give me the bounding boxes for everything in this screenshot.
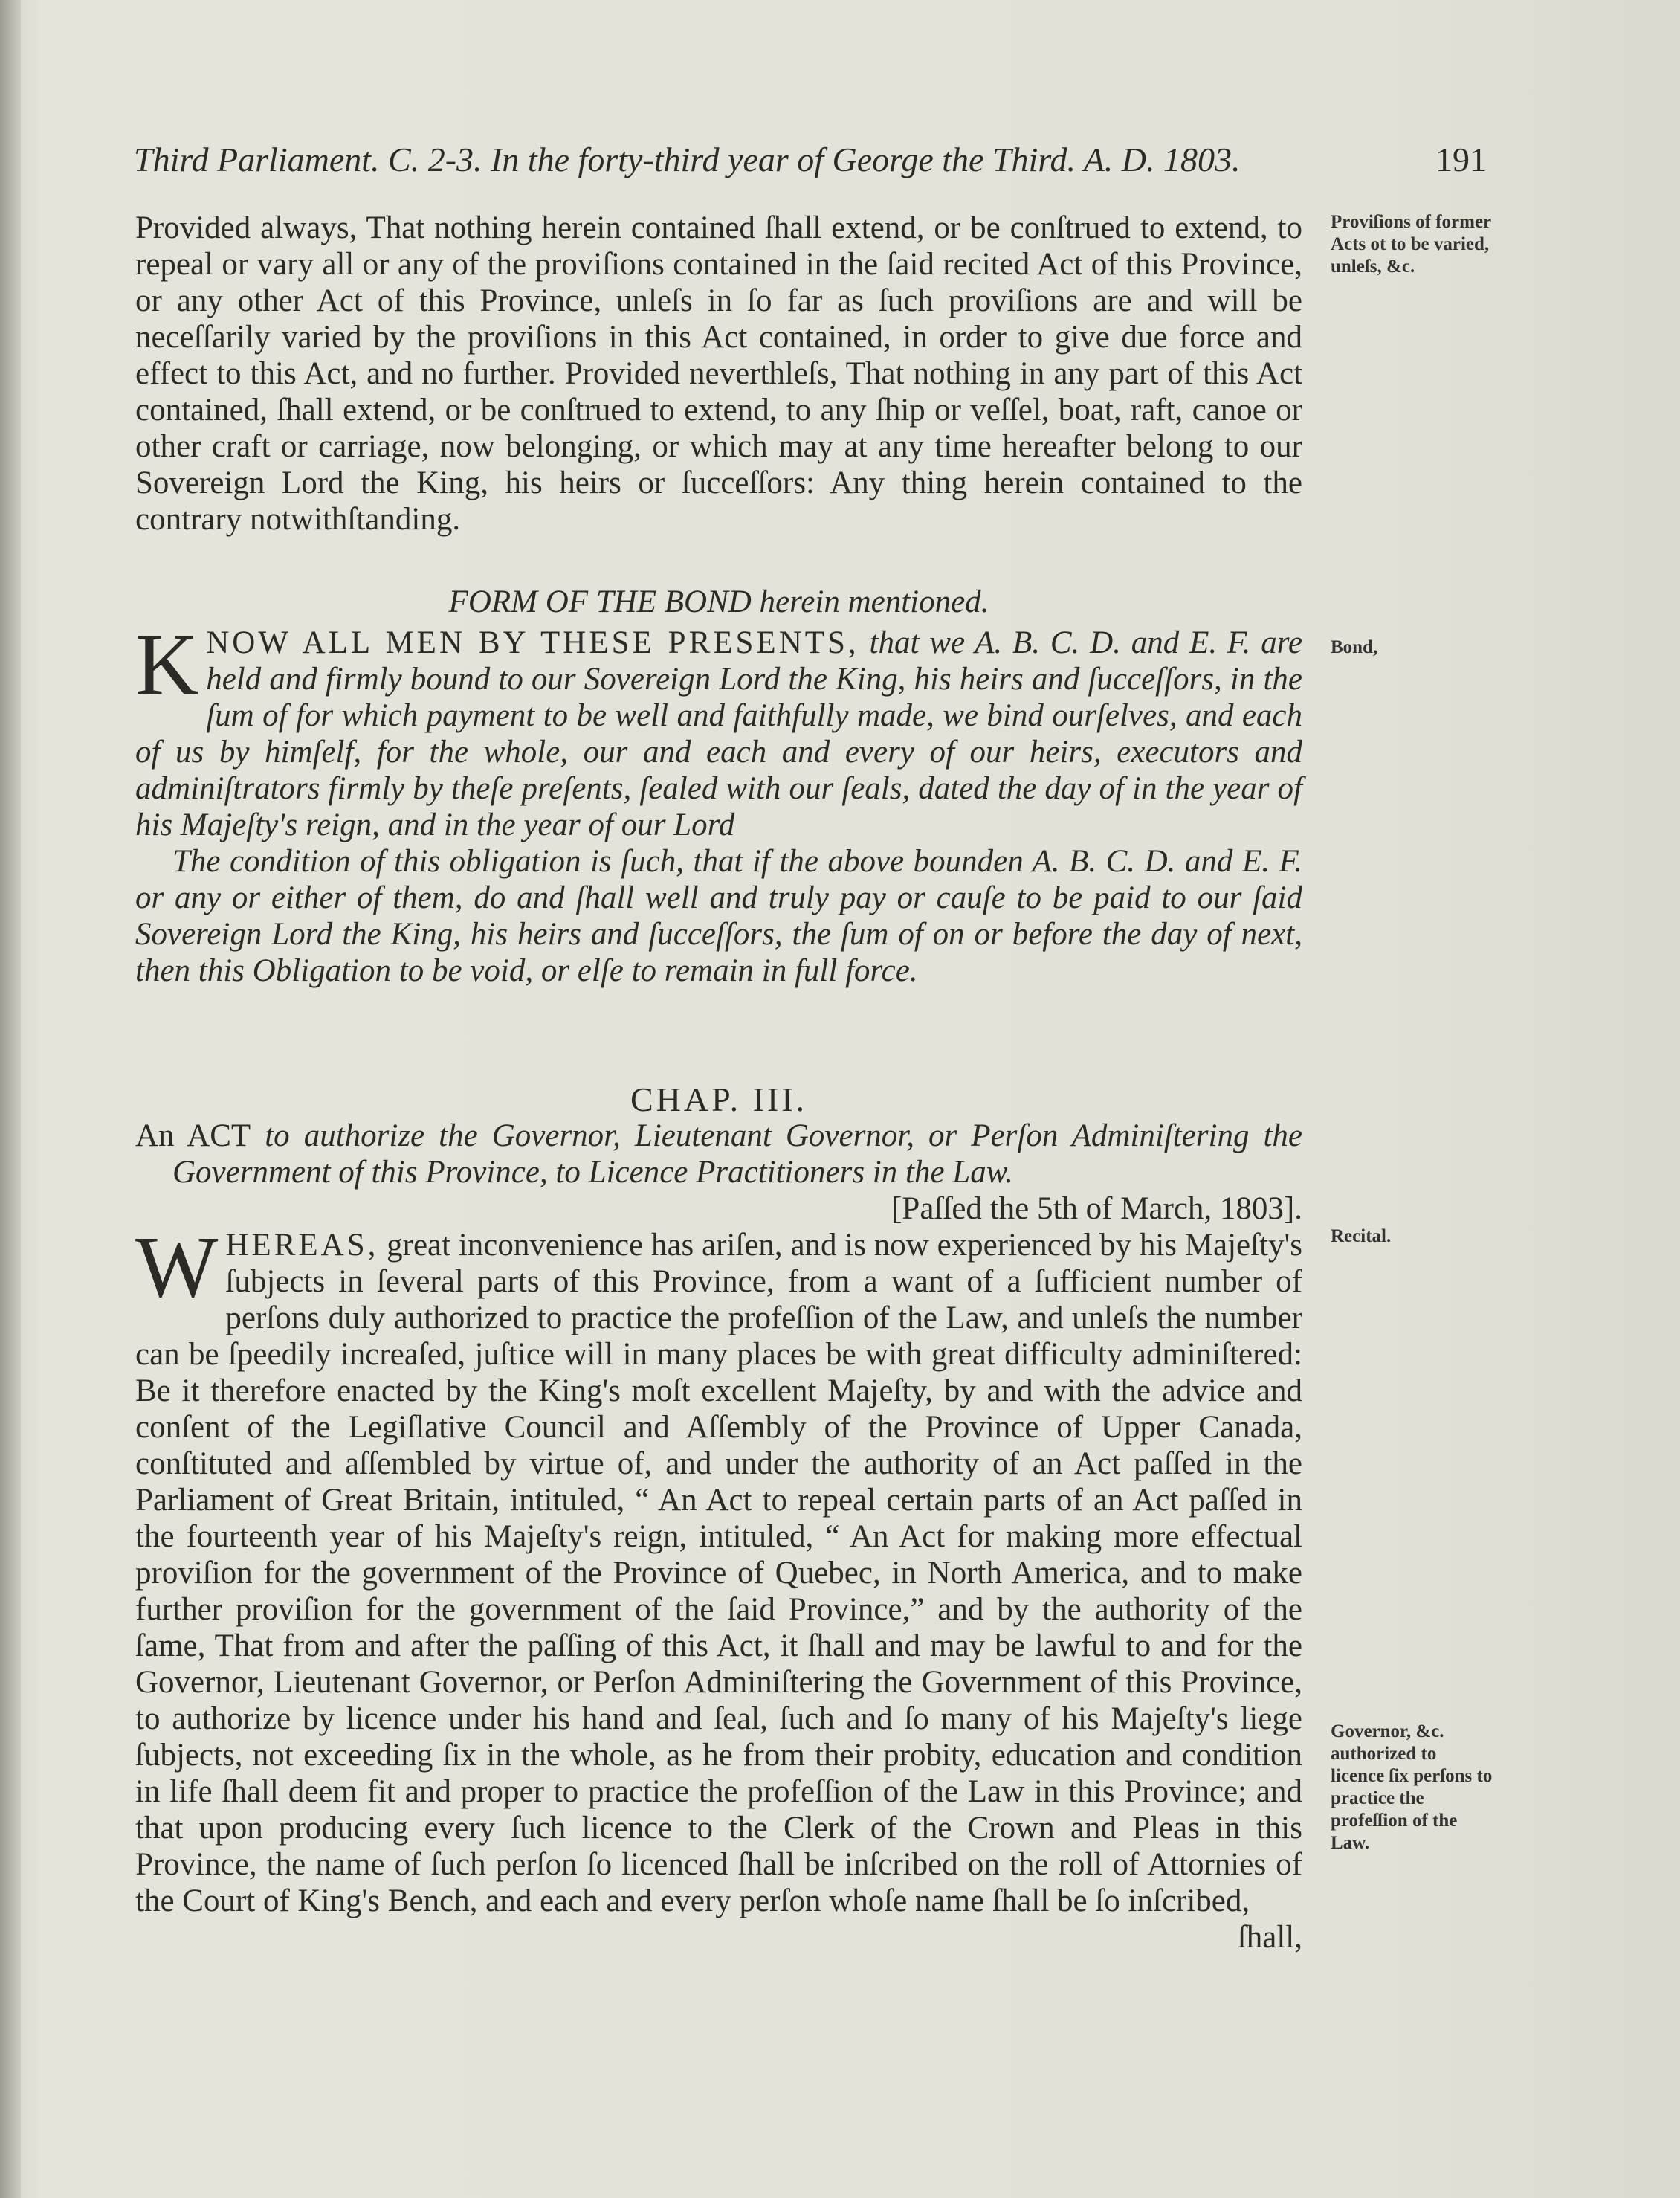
proviso-text: Provided always, That nothing herein contained ſhall extend, or be conſtrued to extend, to repeal or vary all or any of the proviſions contained in the ſaid recited Act of this Province, or any other Act of this Province, unleſs in ſo far as ſuch proviſions are and will be neceſſarily varied by the proviſions in this Act contained, in order to give due force and effect to this Act, and no further. Provided neverthleſs, That nothing in any part of this Act contained, ſhall extend, or be conſtrued to extend, to any ſhip or veſſel, boat, raft, canoe or other craft or carriage, now belonging, or which may at any time hereafter belong to our Sovereign Lord the King, his heirs or ſucceſſors: Any thing herein contained to the contrary notwithſtanding. xyxy=(135,210,1302,537)
passed-date: [Paſſed the 5th of March, 1803]. xyxy=(891,1191,1302,1226)
bond-text: that we A. B. C. D. and E. F. are held and firmly bound to our Sovereign Lord the King, his heirs and ſucceſſors, in the ſum of for which payment to be well and faithfully made, we bind ourſelves, and each of us by himſelf, for the whole, our and each and every of our heirs, executors and adminiſtrators firmly by theſe preſents, ſealed with our ſeals, dated the day of in the year of his Majeſty's reign, and in the year of our Lord xyxy=(135,625,1302,842)
binding-gutter xyxy=(0,0,21,2198)
act-title xyxy=(135,1118,1302,1190)
act-text: great inconvenience has ariſen, and is now experienced by his Majeſty's ſubjects in ſeveral parts of this Province, from a want of a ſufficient number of perſons duly authorized to practice the profeſſion of the Law, and unleſs the number can be ſpeedily increaſed, juſtice will in many places be with great difficulty adminiſtered: Be it therefore enacted by the King's moſt excellent Majeſty, by and with the advice and conſent of the Legiſlative Council and Aſſembly of the Province of Upper Canada, conſtituted and aſſembled by virtue of, and under the authority of an Act paſſed in the Parliament of Great Britain, intituled, “ An Act to repeal certain parts of an Act paſſed in the fourteenth year of his Majeſty's reign, intituled, “ An Act for making more effectual proviſion for the government of the Province of Quebec, in North America, and to make further proviſion for the government of the ſaid Province,” and by the authority of the ſame, That from and after the paſſing of this Act, it ſhall and may be lawful to and for the Governor, Lieutenant Governor, or Perſon Adminiſtering the Government of this Province, to authorize by licence under his hand and ſeal, ſuch and ſo many of his Majeſty's liege ſubjects, not exceeding ſix in the whole, as he from their probity, education and condition in life ſhall deem fit and proper to practice the profeſſion of the Law in this Province; and that upon producing every ſuch licence to the Clerk of the Crown and Pleas in this Province, the name of ſuch perſon ſo licenced ſhall be inſcribed on the roll of Attornies of the Court of King's Bench, and each and every perſon whoſe name ſhall be ſo inſcribed, xyxy=(135,1228,1302,1918)
act-title-lead: An ACT xyxy=(135,1118,251,1153)
page-header xyxy=(134,140,1487,192)
chapter-section xyxy=(135,1081,1302,1956)
bond-section xyxy=(135,584,1302,989)
bond-condition: The condition of this obligation is ſuch, that if the above bounden A. B. C. D. and E. F. or any or either of them, do and ſhall well and truly pay or cauſe to be paid to our ſaid Sovereign Lord the King, his heirs and ſucceſſors, the ſum of on or before the day of next, then this Obligation to be void, or elſe to remain in full force. xyxy=(135,844,1302,988)
act-drop-cap: W xyxy=(135,1218,219,1315)
margin-note-recital: Recital. xyxy=(1331,1226,1392,1246)
margin-note-governor: Governor, &c. authorized to licence ſix perſons to practice the profeſſion of the Law. xyxy=(1331,1721,1493,1853)
bond-body xyxy=(135,616,1302,843)
act-body xyxy=(135,1218,1302,1919)
chapter-heading: CHAP. III. xyxy=(630,1080,808,1118)
bond-drop-cap: K xyxy=(135,616,199,713)
act-title-text: to authorize the Governor, Lieutenant Governor, or Perſon Adminiſtering the Government of this Province, to Licence Practitioners in the Law. xyxy=(172,1118,1302,1190)
page-number: 191 xyxy=(1435,141,1487,178)
margin-note-provisions: Proviſions of former Acts ot to be varied, unleſs, &c. xyxy=(1331,212,1491,277)
bond-heading: FORM OF THE BOND herein mentioned. xyxy=(448,584,989,619)
bond-opening: NOW ALL MEN BY THESE PRESENTS, xyxy=(206,625,859,660)
act-opening: HEREAS, xyxy=(225,1228,379,1263)
proviso-paragraph xyxy=(135,210,1302,538)
margin-note-bond: Bond, xyxy=(1331,637,1378,657)
catchword: ſhall, xyxy=(1237,1920,1302,1955)
running-head: Third Parliament. C. 2-3. In the forty-third year of George the Third. A. D. 1803. xyxy=(134,141,1241,178)
